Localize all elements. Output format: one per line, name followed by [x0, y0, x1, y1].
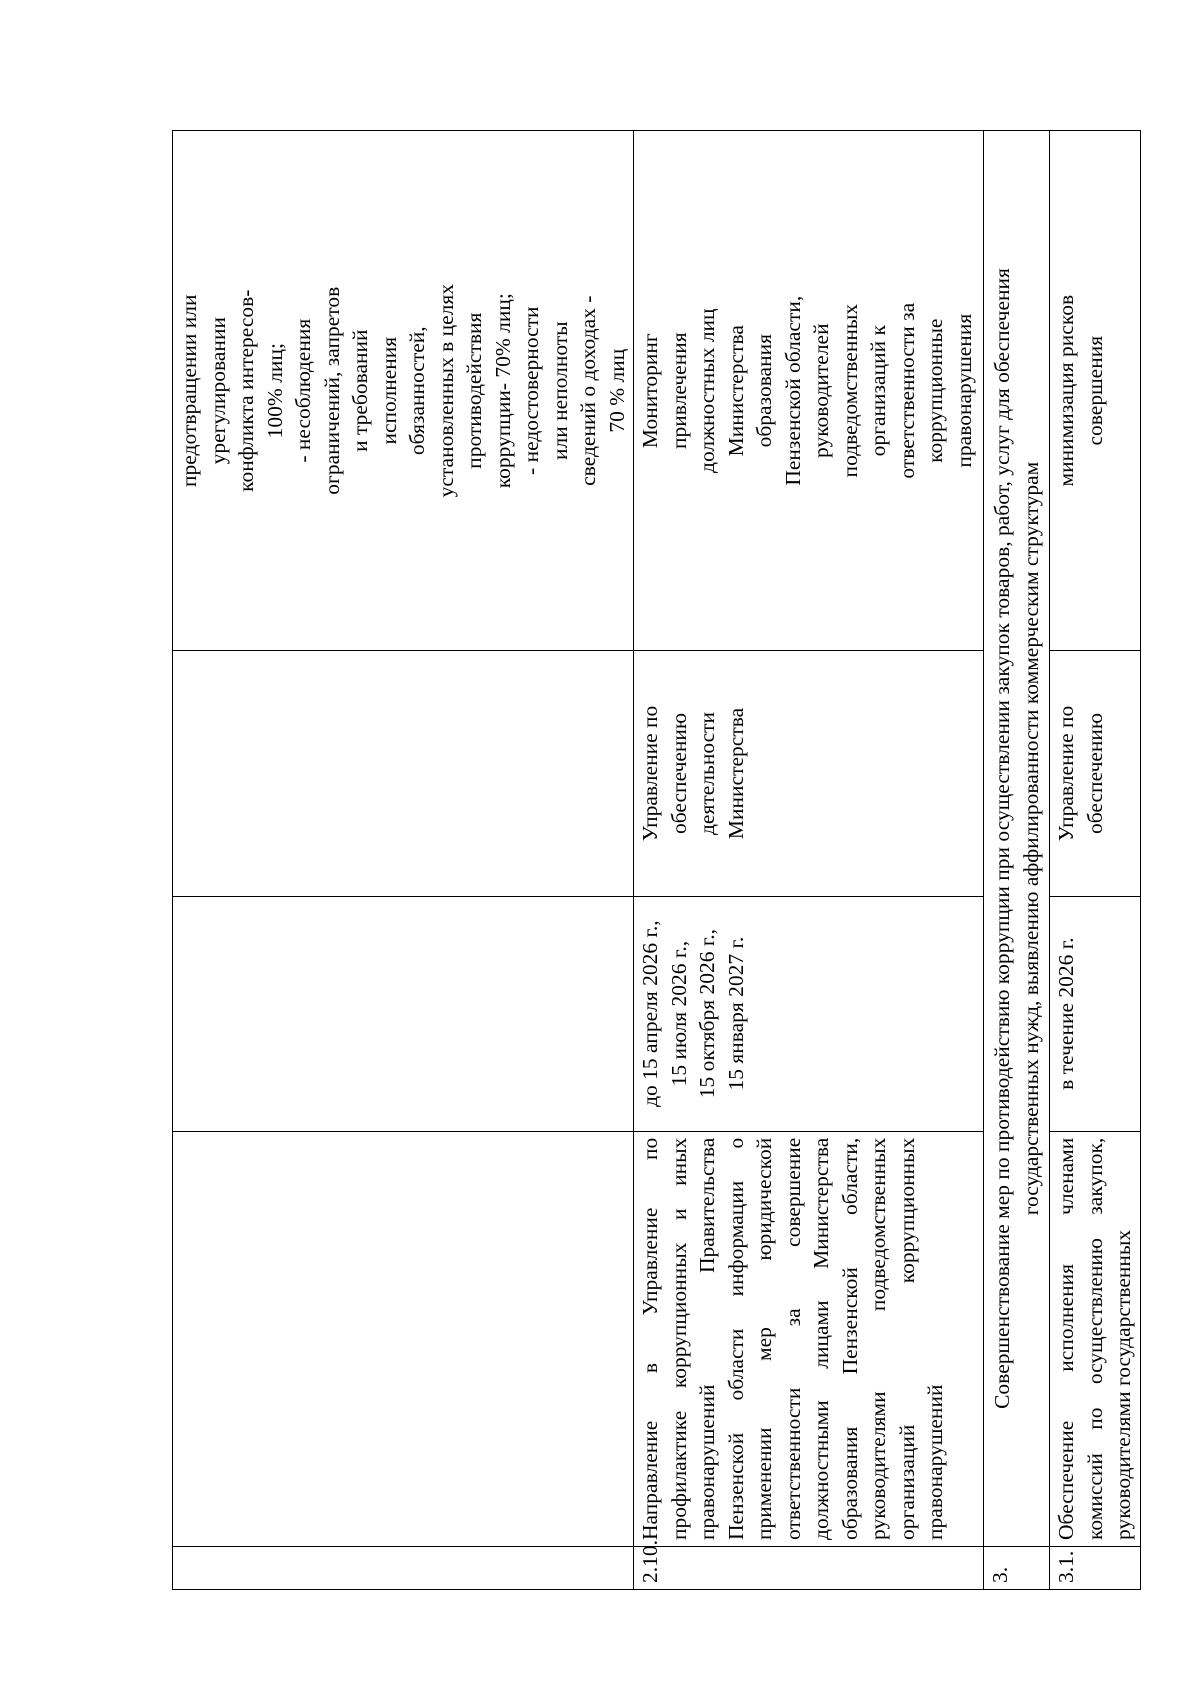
- cell-executor: [173, 651, 634, 896]
- indicator-line: организаций к: [866, 325, 890, 457]
- section-title-line: государственных нужд, выявлению аффилированности коммерческим структурам: [1018, 461, 1043, 1216]
- cell-measure: [173, 1131, 634, 1546]
- indicator-line: 100% лиц;: [262, 343, 287, 439]
- indicator-line: коррупционные: [923, 318, 947, 463]
- cell-deadline: [173, 896, 634, 1131]
- indicator-line: обязанностей,: [405, 326, 429, 456]
- anti-corruption-plan-table: [172, 130, 1141, 1590]
- indicator-line: конфликта интересов-: [234, 289, 258, 492]
- indicator-line: - недостоверности: [519, 306, 543, 475]
- indicator-line: сведений о доходах -: [576, 295, 600, 486]
- executor-line: деятельности: [695, 711, 719, 836]
- cell-indicator: [1050, 131, 1141, 651]
- indicator-line: правонарушения: [951, 313, 976, 468]
- deadline-line: до 15 апреля 2026 г.,: [638, 920, 662, 1107]
- cell-indicator: [634, 131, 984, 651]
- indicator-line: или неполноты: [547, 321, 572, 461]
- deadline-line: 15 октября 2026 г.,: [695, 929, 719, 1099]
- indicator-line: и требований: [348, 329, 372, 452]
- cell-executor: [634, 651, 984, 896]
- executor-line: Управление по: [638, 705, 662, 842]
- indicator-line: 70 % лиц: [604, 348, 629, 433]
- indicator-line: привлечения: [666, 332, 691, 450]
- rotated-landscape-table: [172, 130, 1135, 1590]
- deadline-line: 15 июля 2026 г.,: [666, 940, 691, 1087]
- indicator-line: противодействия: [462, 312, 486, 469]
- indicator-line: совершения: [1082, 335, 1107, 446]
- deadline-line: 15 января 2027 г.: [723, 936, 748, 1091]
- cell-number: [173, 1546, 634, 1589]
- cell-indicator: [173, 131, 634, 651]
- cell-measure: Направление в Управление по профилактике коррупционных и иных правонарушений Правительства Пензенской области информации о применении мер юридической ответственности за совершение должностными лицами Министерства образования Пензенской области, руководителями подведомственных организаций коррупционных правонарушений: [634, 1131, 984, 1546]
- indicator-line: установленных в целях: [433, 283, 458, 498]
- cell-deadline: в течение 2026 г.: [1050, 896, 1141, 1131]
- indicator-line: руководителей: [809, 323, 833, 459]
- indicator-line: Министерства: [723, 325, 748, 457]
- indicator-line: Пензенской области,: [780, 295, 805, 486]
- indicator-line: должностных лиц: [695, 308, 719, 473]
- cell-number: 2.10.: [634, 1546, 984, 1589]
- executor-line: Министерства: [723, 707, 748, 840]
- executor-line: обеспечению: [666, 712, 691, 834]
- cell-number: 3.: [984, 1546, 1050, 1589]
- cell-deadline: [634, 896, 984, 1131]
- indicator-line: исполнения: [376, 336, 401, 445]
- section-title-line: Совершенствование мер по противодействию коррупции при осуществлении закупок товаров, работ, услуг для обеспечения: [990, 268, 1014, 1409]
- indicator-line: Мониторинг: [638, 333, 662, 449]
- indicator-line: предотвращении или: [177, 294, 201, 487]
- executor-line: Управление по: [1054, 705, 1078, 842]
- indicator-line: - несоблюдения: [291, 318, 315, 463]
- indicator-line: подведомственных: [837, 303, 862, 478]
- cell-measure: Обеспечение исполнения членами комиссий по осуществлению закупок, руководителями государственных: [1050, 1131, 1141, 1546]
- table-row-2-10: [634, 131, 984, 1590]
- table-row-3-1: [1050, 131, 1141, 1590]
- table-row-section-3: [984, 131, 1050, 1590]
- indicator-line: образования: [752, 333, 776, 448]
- indicator-line: урегулировании: [205, 317, 230, 465]
- indicator-line: коррупции- 70% лиц;: [490, 293, 515, 489]
- executor-line: обеспечению: [1082, 712, 1107, 834]
- indicator-line: минимизация рисков: [1054, 294, 1078, 487]
- indicator-line: ответственности за: [894, 302, 919, 479]
- cell-number: 3.1.: [1050, 1546, 1141, 1589]
- cell-executor: [1050, 651, 1141, 896]
- indicator-line: ограничений, запретов: [319, 286, 344, 495]
- section-title: [984, 131, 1050, 1547]
- table-row-continuation: [173, 131, 634, 1590]
